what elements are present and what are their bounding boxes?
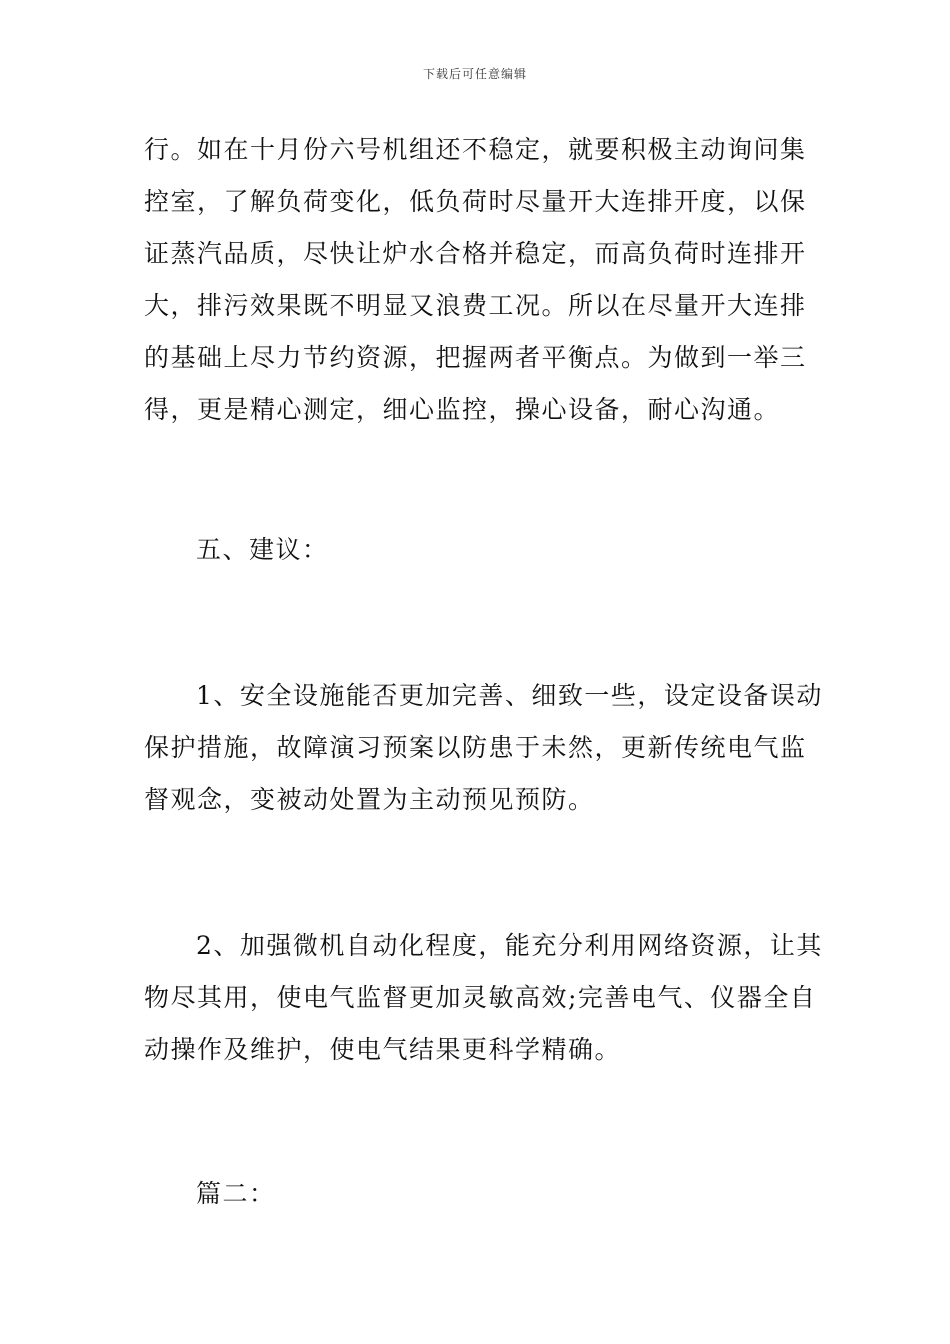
text-line: 控室，了解负荷变化，低负荷时尽量开大连排开度，以保 <box>144 187 807 216</box>
text-line: 得，更是精心测定，细心监控，操心设备，耐心沟通。 <box>144 395 781 424</box>
text-line: 动操作及维护，使电气结果更科学精确。 <box>144 1035 622 1064</box>
suggestion-item-2 <box>144 920 823 1076</box>
paragraph-continuation <box>144 124 808 436</box>
text-line: 2、加强微机自动化程度，能充分利用网络资源，让其 <box>196 931 823 960</box>
page-header: 下载后可任意编辑 <box>422 67 527 81</box>
section-heading: 五、建议： <box>196 535 329 564</box>
text-line: 行。如在十月份六号机组还不稳定，就要积极主动询问集 <box>144 135 807 164</box>
paragraph <box>144 920 823 1076</box>
section-heading-part-two <box>144 1168 808 1220</box>
section-heading-suggestions <box>144 524 808 576</box>
paragraph <box>144 1168 808 1220</box>
text-line: 保护措施，故障演习预案以防患于未然，更新传统电气监 <box>144 733 807 762</box>
section-heading: 篇二： <box>196 1179 276 1208</box>
text-line: 证蒸汽品质，尽快让炉水合格并稳定，而高负荷时连排开 <box>144 239 807 268</box>
text-line: 物尽其用，使电气监督更加灵敏高效;完善电气、仪器全自 <box>144 983 817 1012</box>
text-line: 督观念，变被动处置为主动预见预防。 <box>144 785 595 814</box>
text-line: 1、安全设施能否更加完善、细致一些，设定设备误动 <box>196 681 823 710</box>
paragraph <box>144 124 808 436</box>
suggestion-item-1 <box>144 670 823 826</box>
paragraph <box>144 524 808 576</box>
text-line: 大，排污效果既不明显又浪费工况。所以在尽量开大连排 <box>144 291 807 320</box>
text-line: 的基础上尽力节约资源，把握两者平衡点。为做到一举三 <box>144 343 807 372</box>
paragraph <box>144 670 823 826</box>
